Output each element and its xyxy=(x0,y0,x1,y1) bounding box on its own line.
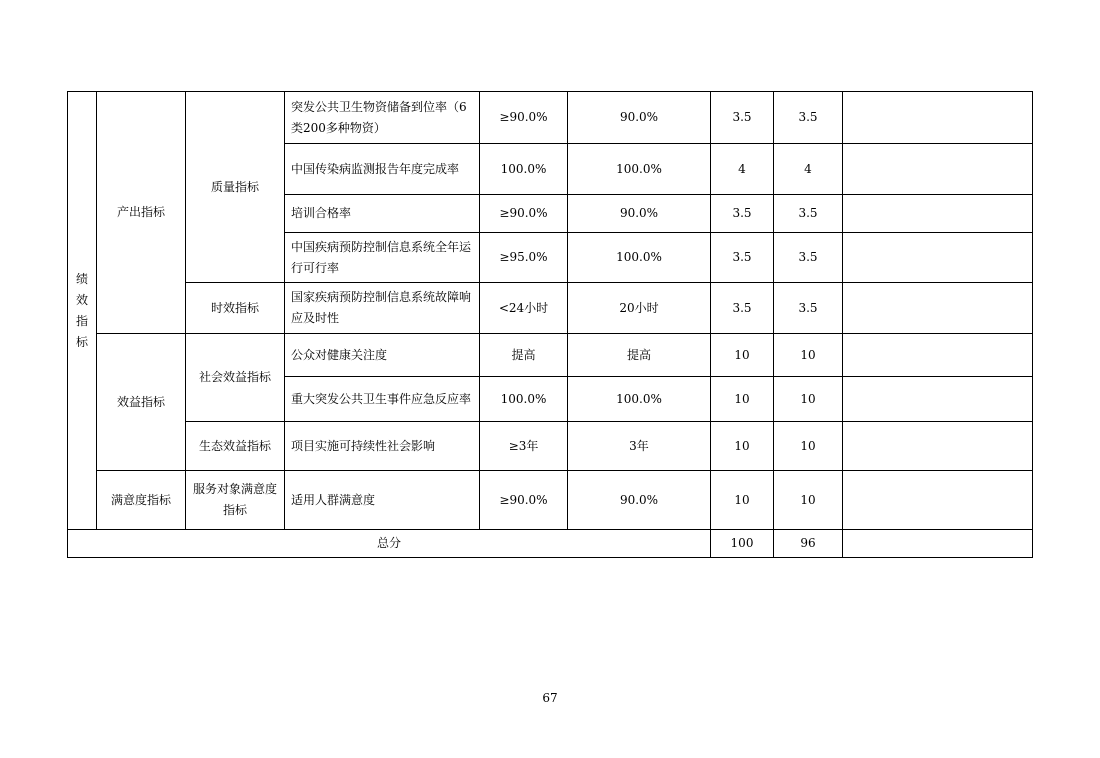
performance-indicator-table xyxy=(67,91,1033,558)
actual-value: 20小时 xyxy=(568,283,711,334)
target-value: ≥3年 xyxy=(480,422,568,471)
score-value: 4 xyxy=(774,144,843,195)
target-value: 提高 xyxy=(480,334,568,377)
score-value: 10 xyxy=(774,422,843,471)
target-value: ≥95.0% xyxy=(480,233,568,283)
indicator-name: 培训合格率 xyxy=(285,195,480,233)
note-cell xyxy=(843,283,1033,334)
indicator-name: 重大突发公共卫生事件应急反应率 xyxy=(285,377,480,422)
note-cell xyxy=(843,471,1033,530)
eco-benefit-indicator-cell: 生态效益指标 xyxy=(186,422,285,471)
total-note xyxy=(843,530,1033,558)
table-row xyxy=(68,471,1033,530)
quality-indicator-cell: 质量指标 xyxy=(186,92,285,283)
score-value: 3.5 xyxy=(774,195,843,233)
indicator-name: 国家疾病预防控制信息系统故障响应及时性 xyxy=(285,283,480,334)
indicator-name: 公众对健康关注度 xyxy=(285,334,480,377)
weight-value: 10 xyxy=(711,471,774,530)
indicator-name: 中国传染病监测报告年度完成率 xyxy=(285,144,480,195)
indicator-name: 适用人群满意度 xyxy=(285,471,480,530)
weight-value: 3.5 xyxy=(711,233,774,283)
benefit-indicator-cell: 效益指标 xyxy=(97,334,186,471)
weight-value: 10 xyxy=(711,422,774,471)
satisfaction-indicator-cell: 满意度指标 xyxy=(97,471,186,530)
weight-value: 10 xyxy=(711,377,774,422)
target-value: ≥90.0% xyxy=(480,92,568,144)
actual-value: 90.0% xyxy=(568,471,711,530)
indicator-name: 中国疾病预防控制信息系统全年运行可行率 xyxy=(285,233,480,283)
table-row xyxy=(68,283,1033,334)
social-benefit-indicator-cell: 社会效益指标 xyxy=(186,334,285,422)
actual-value: 100.0% xyxy=(568,144,711,195)
weight-value: 3.5 xyxy=(711,195,774,233)
score-value: 10 xyxy=(774,377,843,422)
weight-value: 4 xyxy=(711,144,774,195)
target-value: 100.0% xyxy=(480,144,568,195)
note-cell xyxy=(843,233,1033,283)
indicator-name: 突发公共卫生物资储备到位率（6类200多种物资） xyxy=(285,92,480,144)
score-value: 10 xyxy=(774,334,843,377)
weight-value: 10 xyxy=(711,334,774,377)
actual-value: 90.0% xyxy=(568,195,711,233)
actual-value: 3年 xyxy=(568,422,711,471)
table-row xyxy=(68,422,1033,471)
target-value: ≥90.0% xyxy=(480,471,568,530)
note-cell xyxy=(843,334,1033,377)
weight-value: 3.5 xyxy=(711,283,774,334)
level1-indicator-cell: 绩效指标 xyxy=(68,92,97,530)
indicator-name: 项目实施可持续性社会影响 xyxy=(285,422,480,471)
note-cell xyxy=(843,195,1033,233)
actual-value: 100.0% xyxy=(568,233,711,283)
note-cell xyxy=(843,377,1033,422)
target-value: ≥90.0% xyxy=(480,195,568,233)
note-cell xyxy=(843,144,1033,195)
score-value: 10 xyxy=(774,471,843,530)
note-cell xyxy=(843,92,1033,144)
score-value: 3.5 xyxy=(774,233,843,283)
actual-value: 100.0% xyxy=(568,377,711,422)
target-value: 100.0% xyxy=(480,377,568,422)
timeliness-indicator-cell: 时效指标 xyxy=(186,283,285,334)
total-weight: 100 xyxy=(711,530,774,558)
target-value: <24小时 xyxy=(480,283,568,334)
actual-value: 90.0% xyxy=(568,92,711,144)
service-satisfaction-indicator-cell: 服务对象满意度指标 xyxy=(186,471,285,530)
table-row xyxy=(68,334,1033,377)
total-row xyxy=(68,530,1033,558)
output-indicator-cell: 产出指标 xyxy=(97,92,186,334)
weight-value: 3.5 xyxy=(711,92,774,144)
table-row xyxy=(68,92,1033,144)
score-value: 3.5 xyxy=(774,283,843,334)
page-number: 67 xyxy=(542,691,558,705)
total-score: 96 xyxy=(774,530,843,558)
total-label: 总分 xyxy=(68,530,711,558)
actual-value: 提高 xyxy=(568,334,711,377)
score-value: 3.5 xyxy=(774,92,843,144)
note-cell xyxy=(843,422,1033,471)
